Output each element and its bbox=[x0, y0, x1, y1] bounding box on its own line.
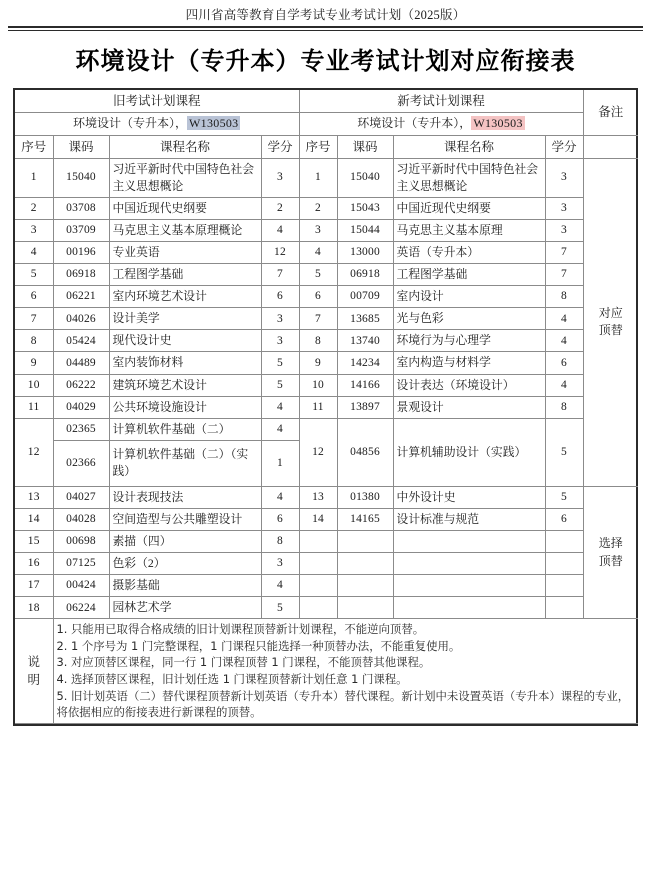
note-item: 2. 1 个序号为 1 门完整课程，1 门课程只能选择一种顶替办法，不能重复使用。 bbox=[56, 638, 461, 653]
table-row bbox=[15, 264, 638, 286]
cell-new-code: 14166 bbox=[337, 374, 393, 396]
remark-line: 顶替 bbox=[598, 323, 623, 338]
cell-old-credits: 6 bbox=[261, 286, 299, 308]
cell-old-credits: 5 bbox=[261, 374, 299, 396]
cell-new-credits: 7 bbox=[545, 242, 583, 264]
cell-old-code: 03708 bbox=[53, 197, 109, 219]
cell-new-code: 13685 bbox=[337, 308, 393, 330]
cell-new-course: 室内构造与材料学 bbox=[393, 352, 545, 374]
cell-old-credits: 5 bbox=[261, 597, 299, 619]
cell-new-code bbox=[337, 597, 393, 619]
cell-old-code: 04027 bbox=[53, 486, 109, 508]
cell-old-credits: 4 bbox=[261, 486, 299, 508]
cell-new-seq: 14 bbox=[299, 508, 337, 530]
group-header-row bbox=[15, 90, 638, 113]
cell-old-code: 03709 bbox=[53, 219, 109, 241]
table-row bbox=[15, 242, 638, 264]
col-header-old-credits: 学分 bbox=[261, 135, 299, 158]
cell-old-course: 工程图学基础 bbox=[109, 264, 261, 286]
cell-new-seq: 4 bbox=[299, 242, 337, 264]
cell-old-code: 07125 bbox=[53, 553, 109, 575]
cell-old-code: 00424 bbox=[53, 575, 109, 597]
cell-new-credits bbox=[545, 553, 583, 575]
table-row bbox=[15, 308, 638, 330]
table-row bbox=[15, 396, 638, 418]
col-header-old-course: 课程名称 bbox=[109, 135, 261, 158]
cell-new-credits bbox=[545, 597, 583, 619]
cell-new-seq bbox=[299, 531, 337, 553]
cell-new-credits bbox=[545, 531, 583, 553]
cell-new-code: 13000 bbox=[337, 242, 393, 264]
cell-old-seq: 8 bbox=[15, 330, 53, 352]
cell-new-code: 15043 bbox=[337, 197, 393, 219]
cell-old-credits: 3 bbox=[261, 308, 299, 330]
cell-new-seq: 5 bbox=[299, 264, 337, 286]
major-code-row bbox=[15, 113, 638, 135]
notes-label bbox=[15, 619, 53, 723]
major-new-cell bbox=[299, 113, 583, 135]
cell-old-credits: 3 bbox=[261, 158, 299, 197]
cell-new-code bbox=[337, 553, 393, 575]
cell-new-code bbox=[337, 531, 393, 553]
cell-old-credits: 3 bbox=[261, 553, 299, 575]
cell-old-code: 02365 bbox=[53, 418, 109, 440]
cell-new-code: 04856 bbox=[337, 418, 393, 486]
cell-new-credits: 3 bbox=[545, 158, 583, 197]
cell-old-seq: 18 bbox=[15, 597, 53, 619]
cell-old-seq: 3 bbox=[15, 219, 53, 241]
cell-old-seq: 13 bbox=[15, 486, 53, 508]
cell-new-seq: 11 bbox=[299, 396, 337, 418]
cell-new-credits bbox=[545, 575, 583, 597]
cell-new-course: 计算机辅助设计（实践） bbox=[393, 418, 545, 486]
cell-old-course: 素描（四） bbox=[109, 531, 261, 553]
cell-new-course bbox=[393, 575, 545, 597]
cell-old-course: 色彩（2） bbox=[109, 553, 261, 575]
notes-body bbox=[53, 619, 638, 723]
cell-new-course: 马克思主义基本原理 bbox=[393, 219, 545, 241]
cell-old-credits: 1 bbox=[261, 440, 299, 486]
table-row bbox=[15, 286, 638, 308]
cell-new-course bbox=[393, 553, 545, 575]
cell-old-seq: 4 bbox=[15, 242, 53, 264]
remark-selective bbox=[583, 486, 638, 619]
note-item: 4. 选择顶替区课程，旧计划任选 1 门课程顶替新计划任意 1 门课程。 bbox=[56, 672, 408, 687]
cell-new-seq: 7 bbox=[299, 308, 337, 330]
cell-old-course: 空间造型与公共雕塑设计 bbox=[109, 508, 261, 530]
cell-old-credits: 2 bbox=[261, 197, 299, 219]
running-header: 四川省高等教育自学考试专业考试计划（2025版） bbox=[185, 8, 466, 22]
cell-new-seq: 9 bbox=[299, 352, 337, 374]
group-header-old: 旧考试计划课程 bbox=[15, 90, 299, 113]
cell-old-credits: 3 bbox=[261, 330, 299, 352]
cell-new-seq: 1 bbox=[299, 158, 337, 197]
cell-new-credits: 8 bbox=[545, 286, 583, 308]
column-header-row bbox=[15, 135, 638, 158]
cell-old-course: 园林艺术学 bbox=[109, 597, 261, 619]
cell-new-course: 景观设计 bbox=[393, 396, 545, 418]
cell-new-credits: 4 bbox=[545, 330, 583, 352]
cell-new-seq bbox=[299, 553, 337, 575]
cell-old-code: 04028 bbox=[53, 508, 109, 530]
cell-old-code: 00196 bbox=[53, 242, 109, 264]
cell-new-code: 13897 bbox=[337, 396, 393, 418]
cell-old-course: 建筑环境艺术设计 bbox=[109, 374, 261, 396]
cell-old-seq: 1 bbox=[15, 158, 53, 197]
cell-old-code: 06221 bbox=[53, 286, 109, 308]
notes-row bbox=[15, 619, 638, 723]
header-divider-rule bbox=[8, 26, 643, 29]
cell-old-credits: 6 bbox=[261, 508, 299, 530]
cell-old-code: 15040 bbox=[53, 158, 109, 197]
cell-old-seq: 2 bbox=[15, 197, 53, 219]
table-row bbox=[15, 508, 638, 530]
cell-new-code: 15040 bbox=[337, 158, 393, 197]
cell-new-course: 中国近现代史纲要 bbox=[393, 197, 545, 219]
cell-old-course: 计算机软件基础（二） bbox=[109, 418, 261, 440]
cell-old-seq: 12 bbox=[15, 418, 53, 486]
table-row bbox=[15, 575, 638, 597]
note-item: 5. 旧计划英语（二）替代课程顶替新计划英语（专升本）替代课程。新计划中未设置英语（专升本）课程的专业，将依据相应的衔接表进行新课程的顶替。 bbox=[56, 688, 630, 720]
table-row bbox=[15, 219, 638, 241]
cell-new-course: 设计表达（环境设计） bbox=[393, 374, 545, 396]
major-new-name: 环境设计（专升本）， bbox=[357, 116, 472, 131]
cell-old-course: 摄影基础 bbox=[109, 575, 261, 597]
cell-new-course bbox=[393, 597, 545, 619]
remark-line: 顶替 bbox=[598, 553, 623, 568]
table-row bbox=[15, 158, 638, 197]
cell-new-credits: 4 bbox=[545, 374, 583, 396]
cell-old-code: 06224 bbox=[53, 597, 109, 619]
cell-old-code: 06222 bbox=[53, 374, 109, 396]
table-row bbox=[15, 374, 638, 396]
cell-old-seq: 11 bbox=[15, 396, 53, 418]
cell-old-seq: 17 bbox=[15, 575, 53, 597]
cell-old-code: 04026 bbox=[53, 308, 109, 330]
cell-old-course: 室内装饰材料 bbox=[109, 352, 261, 374]
cell-new-course: 室内设计 bbox=[393, 286, 545, 308]
cell-new-course: 设计标准与规范 bbox=[393, 508, 545, 530]
table-row bbox=[15, 531, 638, 553]
cell-new-seq: 3 bbox=[299, 219, 337, 241]
table-row bbox=[15, 330, 638, 352]
cell-new-seq: 2 bbox=[299, 197, 337, 219]
cell-new-seq bbox=[299, 575, 337, 597]
cell-old-code: 06918 bbox=[53, 264, 109, 286]
articulation-table bbox=[15, 90, 638, 724]
col-header-new-seq: 序号 bbox=[299, 135, 337, 158]
cell-old-seq: 9 bbox=[15, 352, 53, 374]
cell-new-code: 13740 bbox=[337, 330, 393, 352]
major-old-code: W130503 bbox=[189, 116, 239, 131]
cell-old-course: 公共环境设施设计 bbox=[109, 396, 261, 418]
cell-new-seq: 10 bbox=[299, 374, 337, 396]
cell-old-seq: 5 bbox=[15, 264, 53, 286]
cell-old-course: 现代设计史 bbox=[109, 330, 261, 352]
cell-old-course: 专业英语 bbox=[109, 242, 261, 264]
table-row bbox=[15, 597, 638, 619]
notes-label-char: 明 bbox=[27, 673, 40, 688]
cell-new-code: 14234 bbox=[337, 352, 393, 374]
cell-new-credits: 8 bbox=[545, 396, 583, 418]
cell-old-course: 室内环境艺术设计 bbox=[109, 286, 261, 308]
col-header-new-credits: 学分 bbox=[545, 135, 583, 158]
remarks-spacer-cell bbox=[583, 135, 638, 158]
cell-new-course: 习近平新时代中国特色社会主义思想概论 bbox=[393, 158, 545, 197]
col-header-new-code: 课码 bbox=[337, 135, 393, 158]
col-header-new-course: 课程名称 bbox=[393, 135, 545, 158]
notes-label-char: 说 bbox=[27, 654, 40, 669]
note-item: 1. 只能用已取得合格成绩的旧计划课程顶替新计划课程，不能逆向顶替。 bbox=[56, 622, 425, 637]
major-new-code: W130503 bbox=[473, 116, 523, 131]
cell-new-course: 中外设计史 bbox=[393, 486, 545, 508]
cell-old-credits: 4 bbox=[261, 418, 299, 440]
cell-old-credits: 5 bbox=[261, 352, 299, 374]
cell-new-course bbox=[393, 531, 545, 553]
cell-new-seq: 8 bbox=[299, 330, 337, 352]
cell-new-seq: 6 bbox=[299, 286, 337, 308]
cell-new-code: 06918 bbox=[337, 264, 393, 286]
table-row bbox=[15, 553, 638, 575]
cell-new-code: 15044 bbox=[337, 219, 393, 241]
remark-line: 选择 bbox=[598, 536, 623, 551]
cell-old-seq: 6 bbox=[15, 286, 53, 308]
remarks-column-header: 备注 bbox=[583, 90, 638, 135]
cell-new-credits: 4 bbox=[545, 308, 583, 330]
cell-old-credits: 4 bbox=[261, 396, 299, 418]
page-title: 环境设计（专升本）专业考试计划对应衔接表 bbox=[75, 49, 576, 75]
cell-old-course: 习近平新时代中国特色社会主义思想概论 bbox=[109, 158, 261, 197]
cell-old-seq: 15 bbox=[15, 531, 53, 553]
cell-new-code bbox=[337, 575, 393, 597]
cell-new-course: 工程图学基础 bbox=[393, 264, 545, 286]
cell-old-code: 05424 bbox=[53, 330, 109, 352]
cell-new-course: 英语（专升本） bbox=[393, 242, 545, 264]
cell-old-code: 00698 bbox=[53, 531, 109, 553]
major-old-cell bbox=[15, 113, 299, 135]
cell-new-credits: 3 bbox=[545, 197, 583, 219]
cell-old-code: 02366 bbox=[53, 440, 109, 486]
cell-new-credits: 5 bbox=[545, 486, 583, 508]
cell-old-course: 设计表现技法 bbox=[109, 486, 261, 508]
cell-old-credits: 12 bbox=[261, 242, 299, 264]
col-header-old-seq: 序号 bbox=[15, 135, 53, 158]
major-old-name: 环境设计（专升本）， bbox=[73, 116, 188, 131]
cell-old-course: 马克思主义基本原理概论 bbox=[109, 219, 261, 241]
cell-old-course: 计算机软件基础（二）（实践） bbox=[109, 440, 261, 486]
cell-old-seq: 10 bbox=[15, 374, 53, 396]
cell-old-credits: 7 bbox=[261, 264, 299, 286]
cell-old-seq: 7 bbox=[15, 308, 53, 330]
cell-old-code: 04029 bbox=[53, 396, 109, 418]
cell-new-seq: 12 bbox=[299, 418, 337, 486]
cell-new-credits: 3 bbox=[545, 219, 583, 241]
table-row bbox=[15, 352, 638, 374]
cell-new-credits: 6 bbox=[545, 352, 583, 374]
table-row bbox=[15, 197, 638, 219]
cell-new-seq bbox=[299, 597, 337, 619]
cell-new-credits: 5 bbox=[545, 418, 583, 486]
remark-corresponding bbox=[583, 158, 638, 486]
remark-line: 对应 bbox=[598, 305, 623, 320]
cell-new-code: 00709 bbox=[337, 286, 393, 308]
cell-old-seq: 16 bbox=[15, 553, 53, 575]
cell-old-seq: 14 bbox=[15, 508, 53, 530]
cell-old-credits: 8 bbox=[261, 531, 299, 553]
cell-new-course: 光与色彩 bbox=[393, 308, 545, 330]
cell-old-course: 设计美学 bbox=[109, 308, 261, 330]
table-row bbox=[15, 418, 638, 440]
cell-new-course: 环境行为与心理学 bbox=[393, 330, 545, 352]
table-row bbox=[15, 486, 638, 508]
group-header-new: 新考试计划课程 bbox=[299, 90, 583, 113]
col-header-old-code: 课码 bbox=[53, 135, 109, 158]
cell-new-credits: 6 bbox=[545, 508, 583, 530]
cell-new-code: 14165 bbox=[337, 508, 393, 530]
articulation-table-wrapper bbox=[13, 88, 638, 726]
cell-old-credits: 4 bbox=[261, 219, 299, 241]
cell-new-seq: 13 bbox=[299, 486, 337, 508]
note-item: 3. 对应顶替区课程，同一行 1 门课程顶替 1 门课程，不能顶替其他课程。 bbox=[56, 655, 431, 670]
cell-old-course: 中国近现代史纲要 bbox=[109, 197, 261, 219]
cell-old-code: 04489 bbox=[53, 352, 109, 374]
cell-old-credits: 4 bbox=[261, 575, 299, 597]
cell-new-credits: 7 bbox=[545, 264, 583, 286]
cell-new-code: 01380 bbox=[337, 486, 393, 508]
